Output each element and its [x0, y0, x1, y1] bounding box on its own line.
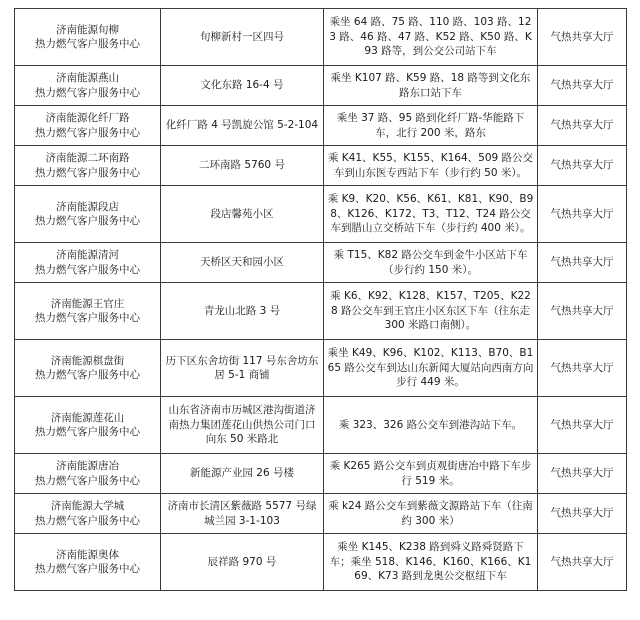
center-name-line: 热力燃气客户服务中心: [35, 126, 140, 139]
table-row: [15, 283, 627, 340]
center-name-line: 热力燃气客户服务中心: [35, 215, 140, 227]
table-row: [15, 243, 627, 283]
address-cell: 化纤厂路 4 号凯旋公馆 5-2-104: [161, 106, 324, 146]
center-name-cell: [15, 243, 161, 283]
center-name-line: 济南能源奥体: [56, 548, 119, 561]
center-name-cell: [15, 9, 161, 66]
table-row: [15, 106, 627, 146]
route-cell: 乘坐 K49、K96、K102、K113、B70、B165 路公交车到达山东新闻大厦站向西南方向步行 449 米。: [324, 340, 538, 397]
center-name-cell: [15, 283, 161, 340]
route-cell: 乘 k24 路公交车到紫薇文源路站下车（往南约 300 米）: [324, 494, 538, 534]
center-name-line: 济南能源燕山: [56, 72, 119, 84]
route-cell: 乘坐 K145、K238 路到舜义路舜贤路下车；乘坐 518、K146、K160、K166、K169、K73 路到龙奥公交枢纽下车: [324, 534, 538, 591]
address-cell: 旬柳新村一区四号: [161, 9, 324, 66]
center-name-cell: [15, 494, 161, 534]
hall-type-cell: 气热共享大厅: [538, 106, 627, 146]
center-name-line: 济南能源化纤厂路: [45, 112, 130, 124]
center-name-cell: [15, 66, 161, 106]
route-cell: 乘坐 37 路、95 路到化纤厂路-华能路下车，北行 200 米，路东: [324, 106, 538, 146]
center-name-line: 济南能源棋盘街: [50, 354, 125, 367]
route-cell: 乘 K41、K55、K155、K164、509 路公交车到山东医专西站下车（步行约 50 米）。: [324, 146, 538, 186]
address-cell: 新能源产业园 26 号楼: [161, 454, 324, 494]
table-row: [15, 146, 627, 186]
table-row: [15, 397, 627, 454]
hall-type-cell: 气热共享大厅: [538, 243, 627, 283]
address-cell: 天桥区天和园小区: [161, 243, 324, 283]
route-cell: 乘 323、326 路公交车到港沟站下车。: [324, 397, 538, 454]
address-cell: 青龙山北路 3 号: [161, 283, 324, 340]
table-row: [15, 454, 627, 494]
center-name-line: 济南能源段店: [56, 200, 119, 213]
center-name-line: 济南能源旬柳: [56, 23, 119, 36]
address-cell: 历下区东舍坊街 117 号东舍坊东居 5-1 商铺: [161, 340, 324, 397]
hall-type-cell: 气热共享大厅: [538, 494, 627, 534]
hall-type-cell: 气热共享大厅: [538, 9, 627, 66]
route-cell: 乘 K9、K20、K56、K61、K81、K90、B98、K126、K172、T3、T12、T24 路公交车到腊山立交桥站下车（步行约 400 米）。: [324, 186, 538, 243]
hall-type-cell: 气热共享大厅: [538, 534, 627, 591]
hall-type-cell: 气热共享大厅: [538, 454, 627, 494]
center-name-cell: [15, 340, 161, 397]
center-name-cell: [15, 106, 161, 146]
hall-type-cell: 气热共享大厅: [538, 397, 627, 454]
address-cell: 济南市长清区紫薇路 5577 号绿城兰园 3-1-103: [161, 494, 324, 534]
table-row: [15, 340, 627, 397]
table-row: [15, 534, 627, 591]
hall-type-cell: 气热共享大厅: [538, 283, 627, 340]
route-cell: 乘 T15、K82 路公交车到金牛小区站下车（步行约 150 米）。: [324, 243, 538, 283]
service-center-table: [14, 8, 627, 591]
center-name-line: 济南能源清河: [56, 249, 119, 261]
center-name-line: 热力燃气客户服务中心: [35, 514, 140, 527]
route-cell: 乘坐 K107 路、K59 路、18 路等到文化东路东口站下车: [324, 66, 538, 106]
center-name-line: 济南能源莲花山: [50, 411, 125, 424]
address-cell: 文化东路 16-4 号: [161, 66, 324, 106]
center-name-line: 热力燃气客户服务中心: [35, 166, 140, 179]
table-body: [15, 9, 627, 591]
address-cell: 山东省济南市历城区港沟街道济南热力集团莲花山供热公司门口向东 50 米路北: [161, 397, 324, 454]
center-name-line: 济南能源唐冶: [56, 460, 119, 472]
hall-type-cell: 气热共享大厅: [538, 146, 627, 186]
table-row: [15, 186, 627, 243]
route-cell: 乘坐 64 路、75 路、110 路、103 路、123 路、46 路、47 路、K52 路、K50 路、K93 路等，到公交公司站下车: [324, 9, 538, 66]
center-name-line: 热力燃气客户服务中心: [35, 474, 140, 487]
route-cell: 乘 K265 路公交车到贞观街唐冶中路下车步行 519 米。: [324, 454, 538, 494]
table-row: [15, 66, 627, 106]
table-row: [15, 9, 627, 66]
address-cell: 二环南路 5760 号: [161, 146, 324, 186]
center-name-line: 热力燃气客户服务中心: [35, 369, 140, 381]
center-name-line: 热力燃气客户服务中心: [35, 263, 140, 276]
route-cell: 乘 K6、K92、K128、K157、T205、K228 路公交车到王官庄小区东区下车（往东走 300 米路口南侧）。: [324, 283, 538, 340]
hall-type-cell: 气热共享大厅: [538, 66, 627, 106]
center-name-line: 热力燃气客户服务中心: [35, 86, 140, 99]
address-cell: 辰祥路 970 号: [161, 534, 324, 591]
hall-type-cell: 气热共享大厅: [538, 340, 627, 397]
hall-type-cell: 气热共享大厅: [538, 186, 627, 243]
center-name-line: 热力燃气客户服务中心: [35, 312, 140, 324]
center-name-cell: [15, 186, 161, 243]
center-name-line: 热力燃气客户服务中心: [35, 426, 140, 438]
center-name-line: 热力燃气客户服务中心: [35, 38, 140, 50]
center-name-cell: [15, 397, 161, 454]
center-name-line: 济南能源二环南路: [45, 152, 130, 164]
address-cell: 段店馨苑小区: [161, 186, 324, 243]
center-name-cell: [15, 454, 161, 494]
center-name-cell: [15, 146, 161, 186]
table-row: [15, 494, 627, 534]
center-name-cell: [15, 534, 161, 591]
center-name-line: 热力燃气客户服务中心: [35, 563, 140, 575]
center-name-line: 济南能源王官庄: [50, 297, 125, 310]
center-name-line: 济南能源大学城: [50, 500, 125, 512]
